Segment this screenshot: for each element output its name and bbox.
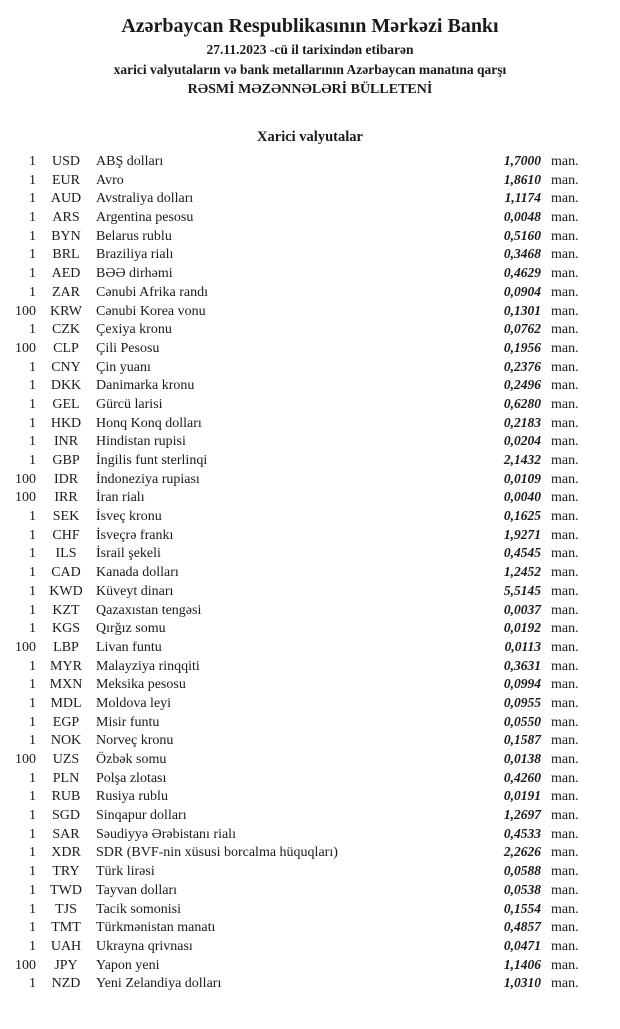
quantity-cell: 1: [29, 172, 36, 188]
quantity-cell: 100: [15, 957, 36, 973]
quantity-cell: 1: [29, 322, 36, 338]
unit-cell: man.: [551, 901, 579, 917]
rate-cell: 2,2626: [503, 844, 541, 860]
unit-cell: man.: [551, 303, 579, 319]
currency-code-cell: ZAR: [52, 284, 80, 300]
rate-cell: 0,2376: [503, 358, 541, 374]
rate-cell: 0,4533: [503, 825, 541, 841]
table-row: [0, 806, 620, 825]
quantity-cell: 1: [29, 920, 36, 936]
unit-cell: man.: [551, 247, 579, 263]
table-row: [0, 358, 620, 377]
effective-date-line: 27.11.2023 -cü il tarixindən etibarən: [206, 42, 414, 57]
quantity-cell: 1: [29, 154, 36, 169]
currency-code-cell: GEL: [52, 396, 80, 412]
currency-name-cell: Malayziya rinqqiti: [96, 658, 200, 674]
quantity-cell: 1: [29, 714, 36, 730]
rate-cell: 0,4260: [503, 769, 541, 785]
rate-cell: 0,3468: [503, 246, 541, 262]
currency-name-cell: Polşa zlotası: [96, 770, 167, 786]
unit-cell: man.: [551, 826, 579, 842]
currency-name-cell: Küveyt dinarı: [96, 583, 174, 599]
table-row: [0, 675, 620, 694]
quantity-cell: 1: [29, 284, 36, 300]
rate-cell: 0,0191: [503, 788, 541, 804]
currency-code-cell: XDR: [51, 845, 81, 861]
currency-code-cell: USD: [51, 154, 80, 169]
quantity-cell: 1: [29, 266, 36, 282]
currency-name-cell: Kanada dolları: [96, 565, 179, 581]
unit-cell: man.: [551, 527, 579, 543]
currency-code-cell: UAH: [50, 938, 82, 954]
quantity-cell: 1: [29, 583, 36, 599]
table-row: [0, 601, 620, 620]
table-row: [0, 339, 620, 358]
table-row: [0, 544, 620, 563]
quantity-cell: 1: [29, 864, 36, 880]
currency-name-cell: Braziliya rialı: [96, 247, 174, 263]
currency-code-cell: CNY: [51, 359, 81, 375]
currency-code-cell: DKK: [50, 378, 82, 394]
table-row: [0, 526, 620, 545]
table-row: [0, 787, 620, 806]
rate-cell: 0,1301: [503, 302, 541, 318]
table-row: [0, 376, 620, 395]
currency-name-cell: Tacik somonisi: [96, 901, 181, 917]
currency-code-cell: ILS: [55, 546, 77, 562]
currency-name-cell: İngilis funt sterlinqi: [96, 453, 208, 468]
table-row: [0, 619, 620, 638]
currency-name-cell: Sinqapur dolları: [96, 808, 187, 824]
unit-cell: man.: [551, 658, 579, 674]
table-row: [0, 488, 620, 507]
table-row: [0, 713, 620, 732]
currency-name-cell: Yapon yeni: [96, 957, 160, 973]
quantity-cell: 1: [29, 845, 36, 861]
quantity-cell: 1: [29, 434, 36, 450]
unit-cell: man.: [551, 490, 579, 506]
currency-name-cell: Gürcü larisi: [96, 396, 163, 412]
currency-code-cell: CLP: [53, 340, 79, 356]
table-row: [0, 264, 620, 283]
unit-cell: man.: [551, 228, 579, 244]
table-row: [0, 825, 620, 844]
currency-code-cell: AED: [51, 266, 81, 282]
unit-cell: man.: [551, 172, 579, 188]
unit-cell: man.: [551, 602, 579, 618]
unit-cell: man.: [551, 509, 579, 525]
unit-cell: man.: [551, 396, 579, 412]
table-row: [0, 694, 620, 713]
currency-code-cell: TMT: [51, 920, 81, 936]
unit-cell: man.: [551, 210, 579, 226]
table-row: [0, 881, 620, 900]
table-row: [0, 750, 620, 769]
quantity-cell: 1: [29, 602, 36, 618]
currency-code-cell: SEK: [52, 509, 80, 525]
rate-cell: 1,2697: [503, 807, 541, 823]
rate-cell: 1,8610: [503, 171, 541, 187]
currency-name-cell: Norveç kronu: [96, 733, 174, 749]
rate-cell: 1,1406: [503, 956, 541, 972]
currency-name-cell: İran rialı: [96, 490, 145, 506]
currency-code-cell: EGP: [52, 714, 80, 730]
currency-name-cell: Çexiya kronu: [96, 322, 172, 338]
table-row: [0, 843, 620, 862]
currency-name-cell: Meksika pesosu: [96, 677, 186, 693]
rate-cell: 0,1956: [503, 339, 541, 355]
unit-cell: man.: [551, 565, 579, 581]
rate-cell: 0,4629: [503, 265, 541, 281]
currency-code-cell: IRR: [54, 490, 78, 506]
unit-cell: man.: [551, 677, 579, 693]
quantity-cell: 100: [15, 639, 36, 655]
unit-cell: man.: [551, 957, 579, 973]
currency-name-cell: Argentina pesosu: [96, 210, 194, 226]
currency-name-cell: Səudiyyə Ərəbistanı rialı: [96, 826, 236, 842]
currency-code-cell: BRL: [52, 247, 80, 263]
rate-cell: 1,0310: [503, 975, 541, 991]
rate-cell: 0,4857: [503, 919, 541, 935]
currency-name-cell: Cənubi Korea vonu: [96, 303, 206, 319]
currency-code-cell: CAD: [51, 565, 81, 581]
unit-cell: man.: [551, 583, 579, 599]
currency-name-cell: Rusiya rublu: [96, 789, 168, 805]
currency-code-cell: UZS: [52, 752, 80, 767]
table-row: [0, 227, 620, 246]
table-row: [0, 302, 620, 321]
quantity-cell: 1: [29, 191, 36, 207]
rate-cell: 0,0762: [503, 321, 541, 337]
currency-name-cell: İsveçrə frankı: [96, 527, 174, 543]
quantity-cell: 1: [29, 938, 36, 954]
rate-cell: 0,1554: [503, 900, 541, 916]
unit-cell: man.: [551, 340, 579, 356]
quantity-cell: 1: [29, 546, 36, 562]
quantity-cell: 1: [29, 695, 36, 711]
table-row: [0, 638, 620, 657]
table-row: [0, 208, 620, 227]
currency-code-cell: CZK: [52, 322, 80, 338]
table-row: [0, 245, 620, 264]
rate-cell: 0,0037: [503, 601, 541, 617]
unit-cell: man.: [551, 621, 579, 637]
unit-cell: man.: [551, 714, 579, 730]
quantity-cell: 100: [15, 752, 36, 767]
table-row: [0, 152, 620, 171]
quantity-cell: 100: [15, 490, 36, 506]
quantity-cell: 1: [29, 770, 36, 786]
table-row: [0, 918, 620, 937]
unit-cell: man.: [551, 434, 579, 450]
unit-cell: man.: [551, 733, 579, 749]
currency-code-cell: GBP: [52, 453, 80, 468]
currency-code-cell: SGD: [51, 808, 80, 824]
currency-code-cell: NZD: [51, 976, 81, 992]
quantity-cell: 1: [29, 565, 36, 581]
currency-name-cell: İsveç kronu: [96, 509, 162, 525]
rate-cell: 0,0192: [503, 620, 541, 636]
unit-cell: man.: [551, 752, 579, 767]
quantity-cell: 1: [29, 901, 36, 917]
currency-name-cell: İsrail şekeli: [96, 546, 161, 562]
currency-code-cell: KRW: [50, 303, 82, 319]
table-row: [0, 974, 620, 993]
quantity-cell: 1: [29, 396, 36, 412]
rate-cell: 0,0955: [503, 694, 541, 710]
rate-cell: 1,7000: [503, 153, 541, 168]
unit-cell: man.: [551, 415, 579, 431]
unit-cell: man.: [551, 695, 579, 711]
unit-cell: man.: [551, 882, 579, 898]
currency-name-cell: Belarus rublu: [96, 228, 172, 244]
currency-name-cell: Tayvan dolları: [96, 882, 178, 898]
unit-cell: man.: [551, 845, 579, 861]
currency-name-cell: Avro: [96, 172, 124, 188]
unit-cell: man.: [551, 920, 579, 936]
document-header: [0, 14, 620, 100]
unit-cell: man.: [551, 789, 579, 805]
currency-code-cell: HKD: [50, 415, 82, 431]
currency-code-cell: KZT: [52, 602, 80, 618]
rate-cell: 1,2452: [503, 564, 541, 580]
currency-code-cell: NOK: [50, 733, 82, 749]
quantity-cell: 1: [29, 509, 36, 525]
quantity-cell: 1: [29, 527, 36, 543]
currency-name-cell: Çin yuanı: [96, 359, 151, 375]
quantity-cell: 1: [29, 621, 36, 637]
currency-code-cell: TJS: [55, 901, 77, 917]
unit-cell: man.: [551, 639, 579, 655]
table-row: [0, 769, 620, 788]
currency-name-cell: Misir funtu: [96, 714, 160, 730]
currency-name-cell: İndoneziya rupiası: [96, 471, 200, 487]
rate-cell: 2,1432: [503, 452, 541, 467]
unit-cell: man.: [551, 453, 579, 468]
currency-name-cell: Özbək somu: [96, 752, 167, 767]
currency-code-cell: KGS: [51, 621, 80, 637]
quantity-cell: 1: [29, 808, 36, 824]
table-row: [0, 937, 620, 956]
currency-name-cell: Avstraliya dolları: [96, 191, 194, 207]
quantity-cell: 100: [15, 303, 36, 319]
currency-name-cell: Qazaxıstan tengəsi: [96, 602, 202, 618]
table-row: [0, 731, 620, 750]
table-row: [0, 320, 620, 339]
currency-code-cell: TRY: [52, 864, 80, 880]
currency-code-cell: RUB: [51, 789, 81, 805]
quantity-cell: 1: [29, 826, 36, 842]
currency-code-cell: ARS: [52, 210, 80, 226]
rate-cell: 0,0204: [503, 433, 541, 449]
table-row: [0, 414, 620, 433]
quantity-cell: 1: [29, 247, 36, 263]
currency-name-cell: ABŞ dolları: [96, 154, 164, 169]
unit-cell: man.: [551, 359, 579, 375]
currency-name-cell: Hindistan rupisi: [96, 434, 186, 450]
rate-cell: 0,0048: [503, 209, 541, 225]
rate-cell: 0,0550: [503, 713, 541, 729]
rate-cell: 0,0588: [503, 863, 541, 879]
rate-cell: 0,6280: [503, 395, 541, 411]
currency-code-cell: PLN: [52, 770, 80, 786]
rate-cell: 0,3631: [503, 657, 541, 673]
table-row: [0, 451, 620, 470]
rate-cell: 1,1174: [504, 190, 541, 206]
currency-name-cell: Moldova leyi: [96, 695, 172, 711]
quantity-cell: 1: [29, 228, 36, 244]
bulletin-subtitle: xarici valyutaların və bank metallarının Azərbaycan manatına qarşı: [113, 62, 507, 77]
table-row: [0, 171, 620, 190]
rate-cell: 0,1625: [503, 508, 541, 524]
rate-cell: 0,0538: [503, 881, 541, 897]
unit-cell: man.: [551, 976, 579, 992]
quantity-cell: 1: [29, 415, 36, 431]
table-row: [0, 657, 620, 676]
unit-cell: man.: [551, 191, 579, 207]
quantity-cell: 1: [29, 882, 36, 898]
currency-name-cell: Cənubi Afrika randı: [96, 284, 208, 300]
unit-cell: man.: [551, 546, 579, 562]
table-row: [0, 189, 620, 208]
unit-cell: man.: [551, 154, 579, 169]
currency-name-cell: Çili Pesosu: [96, 340, 160, 356]
rate-cell: 0,0113: [504, 638, 541, 654]
currency-name-cell: Qırğız somu: [96, 621, 166, 637]
currency-name-cell: SDR (BVF-nin xüsusi borcalma hüquqları): [96, 845, 338, 861]
unit-cell: man.: [551, 378, 579, 394]
bank-title: Azərbaycan Respublikasının Mərkəzi Bankı: [121, 15, 499, 37]
quantity-cell: 100: [15, 340, 36, 356]
currency-name-cell: Honq Konq dolları: [96, 415, 202, 431]
table-row: [0, 563, 620, 582]
section-title-foreign-currencies: Xarici valyutalar: [257, 129, 363, 145]
quantity-cell: 1: [29, 677, 36, 693]
currency-code-cell: LBP: [53, 639, 79, 655]
rate-cell: 0,0994: [503, 676, 541, 692]
currency-code-cell: MXN: [49, 677, 83, 693]
table-row: [0, 470, 620, 489]
table-row: [0, 862, 620, 881]
table-row: [0, 432, 620, 451]
rate-cell: 0,4545: [503, 545, 541, 561]
quantity-cell: 1: [29, 789, 36, 805]
table-row: [0, 283, 620, 302]
rate-cell: 0,0904: [503, 283, 541, 299]
quantity-cell: 1: [29, 453, 36, 468]
bulletin-title: RƏSMİ MƏZƏNNƏLƏRİ BÜLLETENİ: [187, 82, 433, 97]
rate-cell: 0,2183: [503, 414, 541, 430]
quantity-cell: 1: [29, 658, 36, 674]
quantity-cell: 1: [29, 359, 36, 375]
currency-code-cell: BYN: [51, 228, 81, 244]
quantity-cell: 1: [29, 733, 36, 749]
table-row: [0, 900, 620, 919]
currency-code-cell: TWD: [50, 882, 82, 898]
quantity-cell: 1: [29, 378, 36, 394]
currency-code-cell: IDR: [53, 471, 79, 487]
table-row: [0, 956, 620, 975]
rate-cell: 0,0109: [503, 470, 541, 486]
unit-cell: man.: [551, 770, 579, 786]
currency-name-cell: Yeni Zelandiya dolları: [96, 976, 222, 992]
unit-cell: man.: [551, 266, 579, 282]
currency-name-cell: Danimarka kronu: [96, 378, 195, 394]
currency-name-cell: Türkmənistan manatı: [96, 920, 216, 936]
quantity-cell: 100: [15, 471, 36, 487]
quantity-cell: 1: [29, 976, 36, 992]
unit-cell: man.: [551, 938, 579, 954]
rates-table: [0, 152, 620, 993]
unit-cell: man.: [551, 808, 579, 824]
currency-code-cell: MDL: [50, 695, 82, 711]
rate-cell: 0,0471: [503, 937, 541, 953]
table-row: [0, 395, 620, 414]
unit-cell: man.: [551, 322, 579, 338]
currency-code-cell: KWD: [49, 583, 83, 599]
currency-name-cell: Livan funtu: [96, 639, 162, 655]
table-row: [0, 582, 620, 601]
quantity-cell: 1: [29, 210, 36, 226]
rate-cell: 1,9271: [503, 526, 541, 542]
currency-name-cell: BƏƏ dirhəmi: [96, 266, 173, 282]
unit-cell: man.: [551, 284, 579, 300]
currency-code-cell: INR: [53, 434, 79, 450]
rate-cell: 0,5160: [503, 227, 541, 243]
unit-cell: man.: [551, 864, 579, 880]
currency-code-cell: EUR: [52, 172, 80, 188]
currency-code-cell: AUD: [50, 191, 82, 207]
table-row: [0, 507, 620, 526]
currency-code-cell: JPY: [54, 957, 78, 973]
currency-code-cell: SAR: [52, 826, 80, 842]
currency-name-cell: Türk lirəsi: [96, 864, 155, 880]
rate-cell: 0,2496: [503, 377, 541, 393]
rate-cell: 5,5145: [503, 582, 541, 598]
currency-name-cell: Ukrayna qrivnası: [96, 938, 193, 954]
rate-cell: 0,0040: [503, 489, 541, 505]
unit-cell: man.: [551, 471, 579, 487]
currency-code-cell: CHF: [52, 527, 80, 543]
rate-cell: 0,0138: [503, 751, 541, 766]
currency-code-cell: MYR: [50, 658, 82, 674]
rate-cell: 0,1587: [503, 732, 541, 748]
